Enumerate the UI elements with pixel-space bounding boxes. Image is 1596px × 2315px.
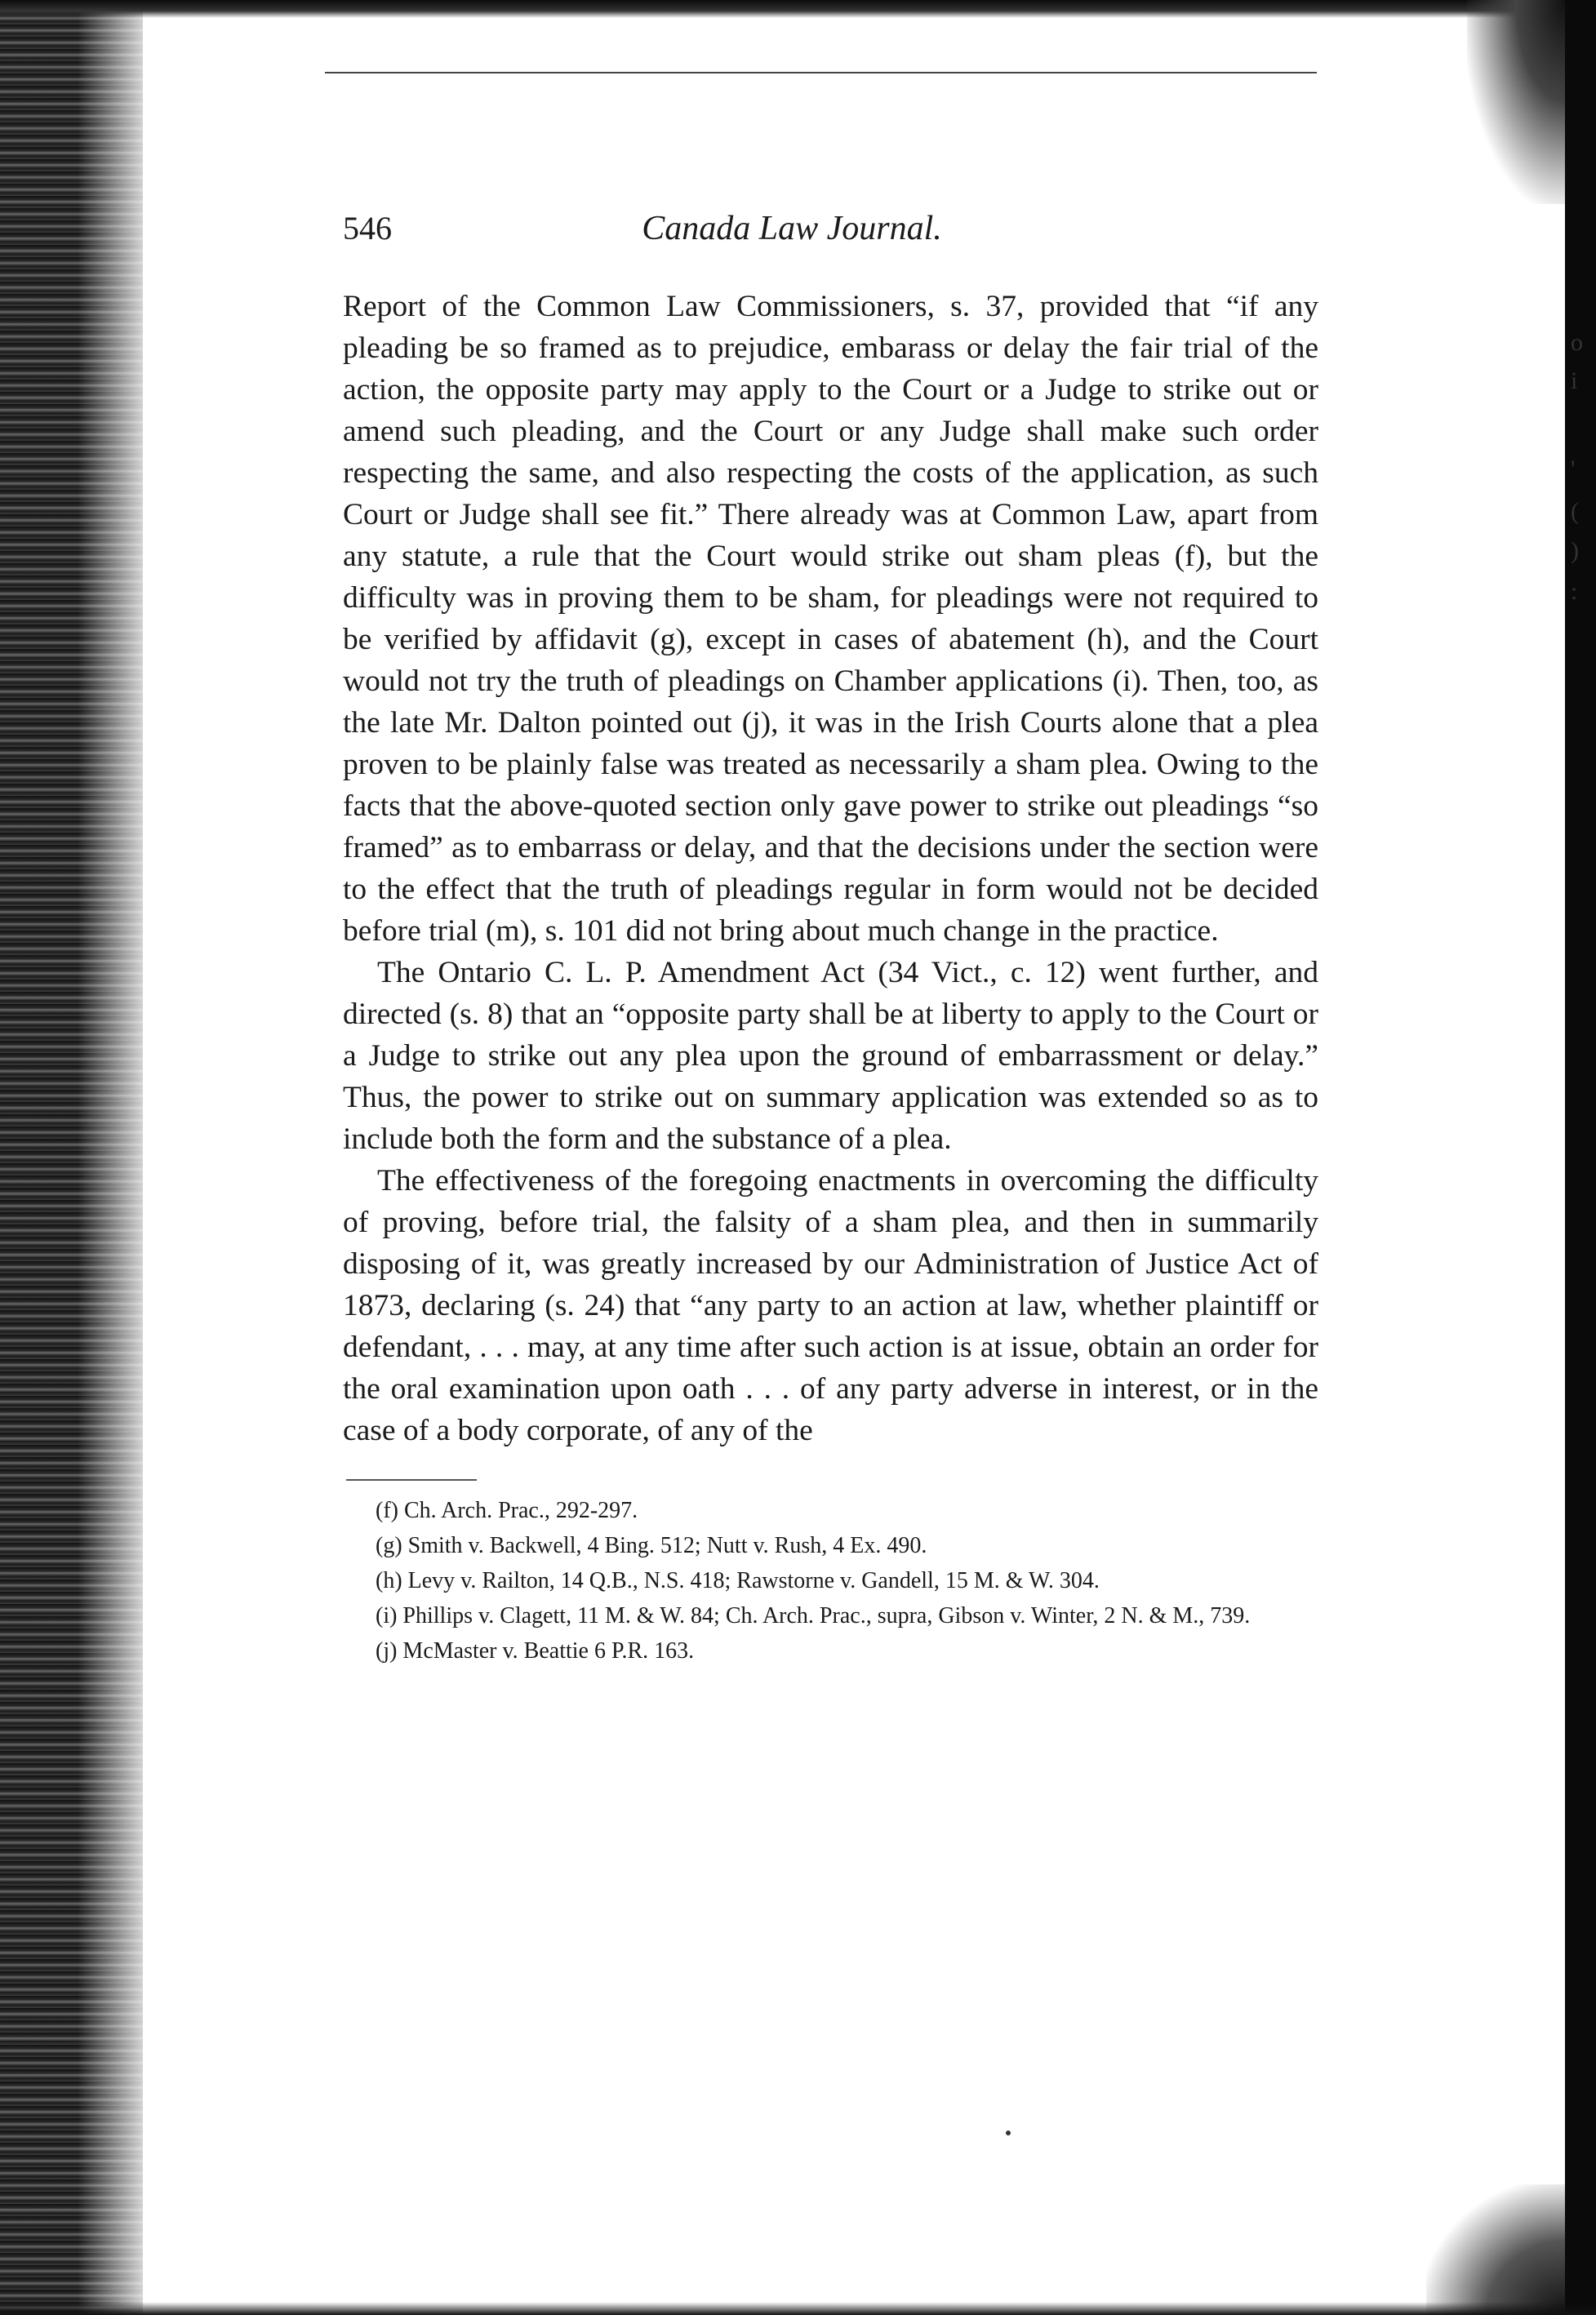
footnote: (h) Levy v. Railton, 14 Q.B., N.S. 418; Rawstorne v. Gandell, 15 M. & W. 304.	[376, 1568, 1100, 1593]
header-rule	[325, 72, 1317, 73]
page-content	[343, 204, 1318, 1669]
paragraph: Report of the Common Law Commissioners, s. 37, provided that “if any pleading be so framed as to prejudice, embarass or delay the fair trial of the action, the opposite party may apply to the Court or a Judge to strike out or amend such pleading, and the Court or any Judge shall make such order respecting the same, and also respecting the costs of the application, as such Court or Judge shall see fit.” There already was at Common Law, apart from any statute, a rule that the Court would strike out sham pleas (f), but the difficulty was in proving them to be sham, for pleadings were not required to be verified by affidavit (g), except in cases of abatement (h), and the Court would not try the truth of pleadings on Chamber applications (i). Then, too, as the late Mr. Dalton pointed out (j), it was in the Irish Courts alone that a plea proven to be plainly false was treated as necessarily a sham plea. Owing to the facts that the above-quoted section only gave power to strike out pleadings “so framed” as to embarrass or delay, and that the decisions under the section were to the effect that the truth of pleadings regular in form would not be decided before trial (m), s. 101 did not bring about much change in the practice.	[343, 290, 1318, 948]
running-head	[343, 204, 1318, 261]
margin-fragment: :	[1571, 578, 1578, 605]
margin-fragment: (	[1571, 498, 1579, 525]
journal-title: Canada Law Journal.	[642, 210, 942, 247]
margin-fragment: i	[1571, 367, 1578, 394]
footnote: (g) Smith v. Backwell, 4 Bing. 512; Nutt v. Rush, 4 Ex. 490.	[376, 1533, 927, 1558]
speck	[1006, 2131, 1011, 2135]
paragraph: The Ontario C. L. P. Amendment Act (34 Vict., c. 12) went further, and directed (s. 8) that an “opposite party shall be at liberty to apply to the Court or a Judge to strike out any plea upon the ground of embarrassment or delay.” Thus, the power to strike out on summary application was extended so as to include both the form and the substance of a plea.	[343, 956, 1318, 1156]
scan-edge-bottom	[0, 2302, 1596, 2315]
margin-fragment: o	[1571, 329, 1583, 356]
footnote-rule	[346, 1479, 477, 1481]
paragraph: The effectiveness of the foregoing enactments in overcoming the difficulty of proving, before trial, the falsity of a sham plea, and then in summarily disposing of it, was greatly increased by our Administration of Justice Act of 1873, declaring (s. 24) that “any party to an action at law, whether plaintiff or defendant, . . . may, at any time after such action is at issue, obtain an order for the oral examination upon oath . . . of any party adverse in interest, or in the case of a body corporate, of any of the	[343, 1164, 1318, 1447]
footnote: (i) Phillips v. Clagett, 11 M. & W. 84; Ch. Arch. Prac., supra, Gibson v. Winter, 2 N. & M., 739.	[376, 1603, 1251, 1628]
margin-fragment: )	[1571, 537, 1579, 564]
scan-edge-top	[0, 0, 1596, 18]
margin-fragment: '	[1571, 455, 1576, 482]
footnote: (j) McMaster v. Beattie 6 P.R. 163.	[376, 1638, 695, 1664]
footnote: (f) Ch. Arch. Prac., 292-297.	[376, 1498, 638, 1523]
footnotes	[343, 1494, 1318, 1668]
page-number: 546	[343, 210, 392, 247]
body-text	[343, 286, 1318, 1451]
